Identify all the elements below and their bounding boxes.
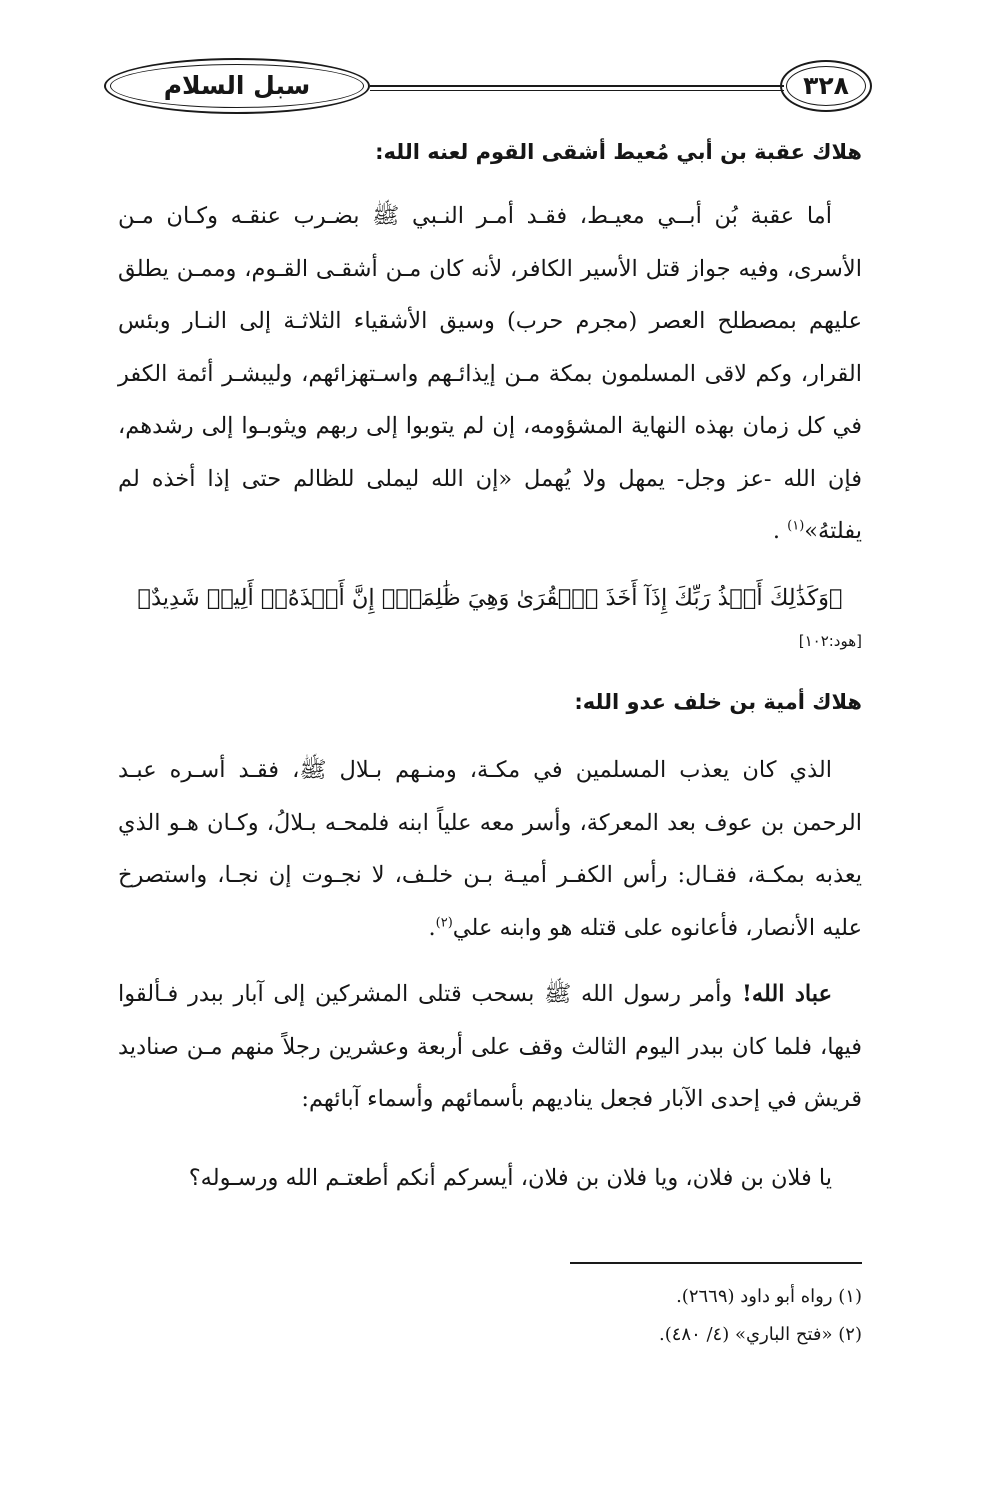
section-heading-umayya: هلاك أمية بن خلف عدو الله: bbox=[574, 690, 862, 714]
paragraph-uqba-trailing: . bbox=[772, 518, 788, 544]
section-heading-uqba: هلاك عقبة بن أبي مُعيط أشقى القوم لعنه الله: bbox=[375, 140, 862, 164]
footnote-1: (١) رواه أبو داود (٢٦٦٩). bbox=[676, 1286, 862, 1307]
page-number: ٣٢٨ bbox=[803, 71, 849, 100]
quran-verse: ﴿وَكَذَٰلِكَ أَخۡذُ رَبِّكَ إِذَآ أَخَذَ ٱلۡقُرَىٰ وَهِيَ ظَٰلِمَةٌۚ إِنَّ أَخۡذَهُۥٓ أَلِيمٞ شَدِيدٌ﴾ bbox=[137, 585, 843, 611]
footnote-separator bbox=[570, 1262, 862, 1264]
paragraph-badr-wells bbox=[118, 968, 862, 1126]
paragraph-uqba bbox=[118, 190, 862, 558]
paragraph-call-text: يا فلان بن فلان، ويا فلان بن فلان، أيسركم أنكم أطعتـم الله ورسـوله؟ bbox=[188, 1165, 832, 1191]
paragraph-call bbox=[118, 1152, 862, 1205]
paragraph-umayya-text: الذي كان يعذب المسلمين في مكـة، ومنـهم بـلال ﷺ، فقـد أسـره عبـد الرحمن بن عوف بعد المعركة، وأسر معه علياً ابنه فلمحـه بـلالُ، وكـان هـو الذي يعذبه بمكـة، فقـال: رأس الكفـر أميـة بـن خلـف، لا نجـوت إن نجـا، واستصرخ عليه الأنصار، فأعانوه على قتله هو وابنه علي bbox=[118, 757, 862, 941]
paragraph-uqba-text: أما عقبة بُن أبــي معيـط، فقـد أمـر النـبي ﷺ بضـرب عنقـه وكـان مـن الأسرى، وفيه جواز قتل الأسير الكافر، لأنه كان مـن أشقـى القـوم، وممـن يطلق عليهم بمصطلح العصر (مجرم حرب) وسيق الأشقياء الثلاثـة إلى النـار وبئس القرار، وكم لاقى المسلمون بمكة مـن إيذائـهم واسـتهزائهم، وليبشـر أئمة الكفر في كل زمان بهذه النهاية المشؤومه، إن لم يتوبوا إلى ربهم ويثوبـوا إلى رشدهم، فإن الله -عز وجل- يمهل ولا يُهمل «إن الله ليملى للظالم حتى إذا أخذه لم يفلتهُ» bbox=[118, 203, 862, 544]
footnote-marker-1: (١) bbox=[787, 518, 805, 534]
footnote-marker-2: (٢) bbox=[435, 915, 453, 930]
header-rule-inner bbox=[370, 90, 784, 91]
footnote-2: (٢) «فتح الباري» (٤/ ٤٨٠). bbox=[658, 1324, 862, 1345]
verse-reference: [هود:١٠٢] bbox=[798, 632, 862, 650]
paragraph-umayya bbox=[118, 744, 862, 954]
paragraph-badr-lead: عباد الله! bbox=[742, 981, 832, 1007]
header-rule bbox=[370, 85, 784, 87]
book-title: سبل السلام bbox=[163, 71, 311, 100]
page-header bbox=[96, 52, 876, 122]
paragraph-badr-text: وأمر رسول الله ﷺ بسحب قتلى المشركين إلى آبار ببدر فـألقوا فيها، فلما كان ببدر اليوم الثالث وقف على أربعة وعشرين رجلاً منهم مـن صناديد قريش في إحدى الآبار فجعل يناديهم بأسمائهم وأسماء آبائهم: bbox=[118, 981, 862, 1112]
paragraph-umayya-trailing: . bbox=[428, 914, 436, 941]
